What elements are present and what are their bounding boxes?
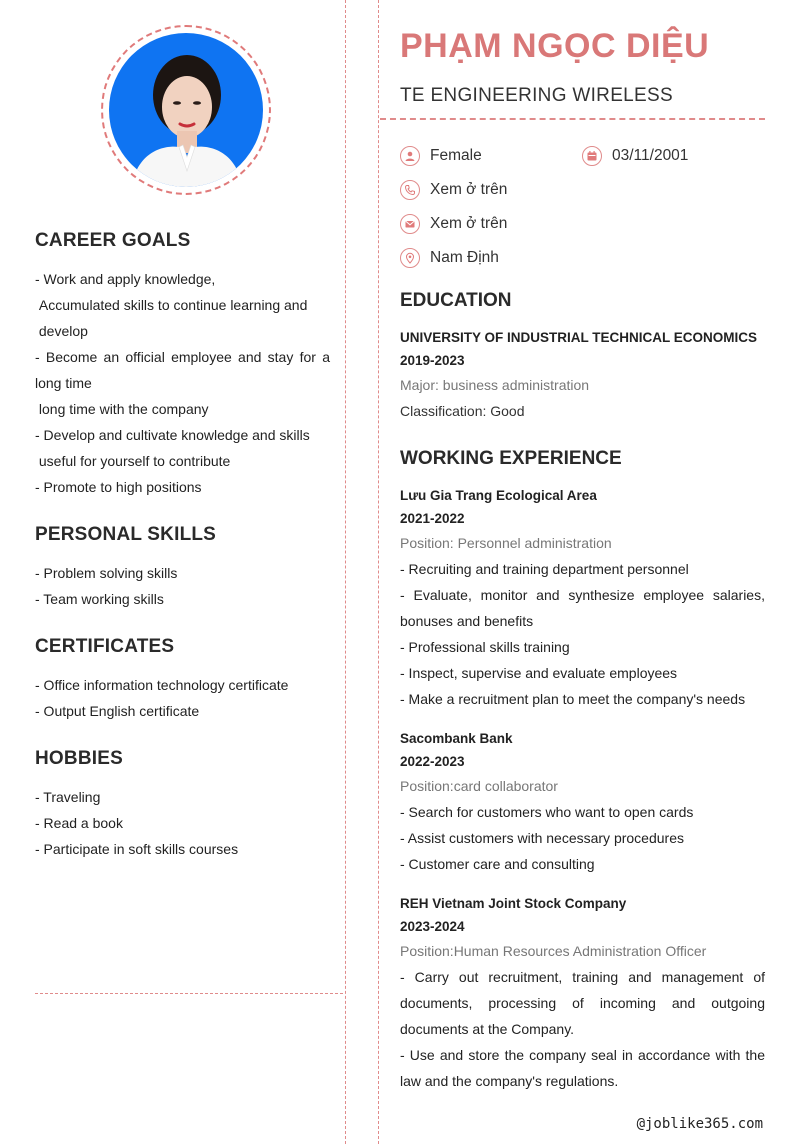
mail-icon (400, 214, 420, 234)
address-row (400, 248, 499, 268)
career-goals-list (35, 266, 334, 500)
job-entry (400, 484, 765, 712)
hobby-item: - Traveling (35, 789, 101, 805)
calendar-icon (582, 146, 602, 166)
job-position: Position: Personnel administration (400, 535, 612, 551)
job-duty: - Inspect, supervise and evaluate employees (400, 665, 678, 681)
header-underline (380, 118, 765, 120)
job-company: Lưu Gia Trang Ecological Area (400, 488, 597, 503)
left-divider (345, 0, 346, 1144)
personal-skills-title: PERSONAL SKILLS (35, 524, 217, 545)
education-title: EDUCATION (400, 290, 512, 311)
education-entry (400, 326, 765, 424)
hobbies-title: HOBBIES (35, 748, 123, 769)
job-company: REH Vietnam Joint Stock Company (400, 896, 627, 911)
job-duty: - Customer care and consulting (400, 856, 595, 872)
career-goals-line: - Develop and cultivate knowledge and skills (35, 427, 310, 443)
job-duty: - Search for customers who want to open cards (400, 804, 694, 820)
certificates-list (35, 672, 330, 724)
career-goals-line: develop (35, 323, 88, 339)
career-goals-title: CAREER GOALS (35, 230, 191, 251)
job-duty: - Recruiting and training department personnel (400, 561, 689, 577)
profile-photo (109, 33, 263, 187)
person-icon (400, 146, 420, 166)
job-duty: - Make a recruitment plan to meet the company's needs (400, 691, 746, 707)
personal-skill-item: - Problem solving skills (35, 565, 178, 581)
job-position: Position:card collaborator (400, 778, 558, 794)
education-major: Major: business administration (400, 377, 590, 393)
job-years: 2021-2022 (400, 511, 465, 526)
experience-title: WORKING EXPERIENCE (400, 448, 622, 469)
personal-skills-list (35, 560, 330, 612)
personal-skill-item: - Team working skills (35, 591, 164, 607)
job-entry (400, 892, 765, 1094)
gender-value: Female (430, 147, 482, 164)
right-divider (378, 0, 379, 1144)
certificate-item: - Office information technology certificate (35, 677, 289, 693)
job-duty: - Carry out recruitment, training and management of documents, processing of incoming and outgoing documents at the Company. (400, 969, 765, 1037)
job-years: 2022-2023 (400, 754, 465, 769)
job-years: 2023-2024 (400, 919, 465, 934)
email-row (400, 214, 507, 234)
address-value: Nam Định (430, 249, 499, 266)
gender-row (400, 146, 482, 166)
left-bottom-divider (35, 993, 343, 994)
location-pin-icon (400, 248, 420, 268)
hobbies-list (35, 784, 330, 862)
phone-icon (400, 180, 420, 200)
career-goals-line: - Work and apply knowledge, (35, 271, 216, 287)
hobby-item: - Participate in soft skills courses (35, 841, 239, 857)
career-goals-line: long time with the company (35, 401, 209, 417)
job-duty: - Use and store the company seal in accordance with the law and the company's regulations. (400, 1047, 765, 1089)
job-position: Position:Human Resources Administration Officer (400, 943, 707, 959)
career-goals-line: - Promote to high positions (35, 479, 202, 495)
school-name: UNIVERSITY OF INDUSTRIAL TECHNICAL ECONOMICS (400, 330, 758, 345)
phone-value: Xem ở trên (430, 181, 508, 198)
phone-row (400, 180, 507, 200)
candidate-name: PHẠM NGỌC DIỆU (400, 27, 710, 65)
certificate-item: - Output English certificate (35, 703, 200, 719)
footer-watermark: @joblike365.com (636, 1116, 763, 1132)
dob-value: 03/11/2001 (612, 147, 689, 164)
email-value: Xem ở trên (430, 215, 508, 232)
job-duty: - Assist customers with necessary procedures (400, 830, 684, 846)
job-duty: - Evaluate, monitor and synthesize employee salaries, bonuses and benefits (400, 587, 765, 629)
education-classification: Classification: Good (400, 403, 525, 419)
career-goals-line: Accumulated skills to continue learning and (35, 297, 308, 313)
hobby-item: - Read a book (35, 815, 123, 831)
avatar (101, 25, 271, 195)
certificates-title: CERTIFICATES (35, 636, 175, 657)
candidate-role: TE ENGINEERING WIRELESS (400, 85, 673, 106)
dob-row (582, 146, 688, 166)
career-goals-line: useful for yourself to contribute (35, 453, 231, 469)
career-goals-line: - Become an official employee and stay for a long time (35, 349, 334, 391)
job-company: Sacombank Bank (400, 731, 513, 746)
job-duty: - Professional skills training (400, 639, 570, 655)
job-entry (400, 727, 765, 877)
education-years: 2019-2023 (400, 353, 465, 368)
